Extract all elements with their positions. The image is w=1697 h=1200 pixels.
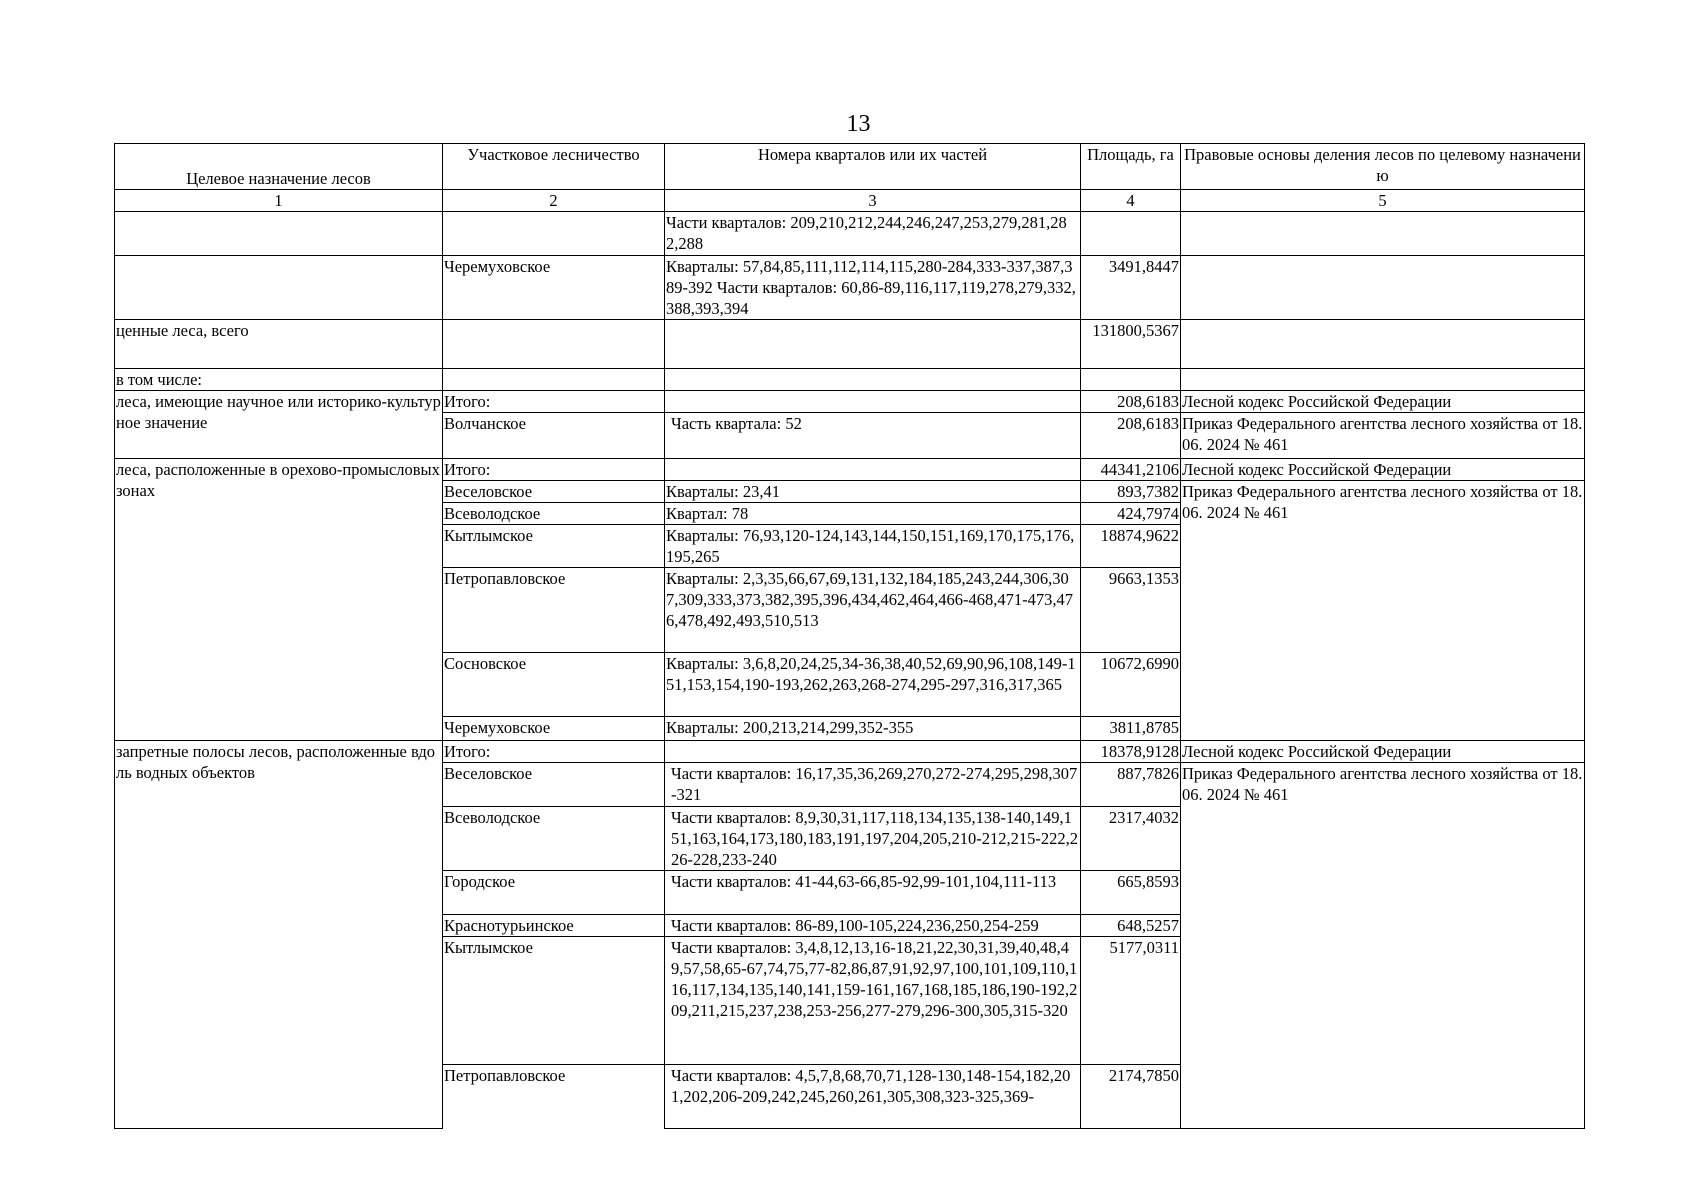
area-cell: 18874,9622 xyxy=(1081,525,1181,568)
area-cell: 131800,5367 xyxy=(1081,320,1181,369)
forestry-cell: Итого: xyxy=(443,741,665,763)
table-row xyxy=(115,320,1585,369)
column-number: 3 xyxy=(665,190,1081,212)
purpose-cell xyxy=(115,256,443,320)
forestry-cell: Кытлымское xyxy=(443,937,665,1065)
area-cell: 10672,6990 xyxy=(1081,653,1181,717)
quarters-cell xyxy=(665,741,1081,763)
table-row xyxy=(115,459,1585,481)
forest-purpose-table xyxy=(114,143,1585,1129)
quarters-cell: Части кварталов: 209,210,212,244,246,247,253,279,281,282,288 xyxy=(665,212,1081,256)
header-forestry: Участковое лесничество xyxy=(443,144,665,190)
table-row xyxy=(115,256,1585,320)
column-number: 2 xyxy=(443,190,665,212)
legal-cell: Приказ Федерального агентства лесного хозяйства от 18.06. 2024 № 461 xyxy=(1181,413,1585,459)
column-number-row xyxy=(115,190,1585,212)
table-row xyxy=(115,391,1585,413)
quarters-cell xyxy=(665,369,1081,391)
forestry-cell xyxy=(443,212,665,256)
quarters-cell xyxy=(665,391,1081,413)
area-cell: 2317,4032 xyxy=(1081,807,1181,871)
quarters-cell: Кварталы: 200,213,214,299,352-355 xyxy=(665,717,1081,741)
forestry-cell: Черемуховское xyxy=(443,256,665,320)
quarters-cell: Кварталы: 2,3,35,66,67,69,131,132,184,185,243,244,306,307,309,333,373,382,395,396,434,462,464,466-468,471-473,476,478,492,493,510,513 xyxy=(665,568,1081,653)
quarters-cell xyxy=(665,459,1081,481)
forestry-cell xyxy=(443,369,665,391)
area-cell: 44341,2106 xyxy=(1081,459,1181,481)
quarters-cell: Кварталы: 23,41 xyxy=(665,481,1081,503)
area-cell: 424,7974 xyxy=(1081,503,1181,525)
legal-cell: Приказ Федерального агентства лесного хозяйства от 18.06. 2024 № 461 xyxy=(1181,481,1585,741)
area-cell: 208,6183 xyxy=(1081,391,1181,413)
forestry-cell: Городское xyxy=(443,871,665,915)
legal-cell: Лесной кодекс Российской Федерации xyxy=(1181,741,1585,763)
purpose-cell: леса, имеющие научное или историко-культурное значение xyxy=(115,391,443,459)
header-quarters: Номера кварталов или их частей xyxy=(665,144,1081,190)
quarters-cell: Части кварталов: 4,5,7,8,68,70,71,128-130,148-154,182,201,202,206-209,242,245,260,261,305,308,323-325,369- xyxy=(665,1065,1081,1129)
legal-cell: Лесной кодекс Российской Федерации xyxy=(1181,459,1585,481)
area-cell: 5177,0311 xyxy=(1081,937,1181,1065)
legal-cell: Лесной кодекс Российской Федерации xyxy=(1181,391,1585,413)
area-cell: 208,6183 xyxy=(1081,413,1181,459)
forestry-cell: Петропавловское xyxy=(443,1065,665,1129)
forestry-cell: Итого: xyxy=(443,391,665,413)
forestry-cell: Всеволодское xyxy=(443,807,665,871)
column-number: 1 xyxy=(115,190,443,212)
area-cell: 665,8593 xyxy=(1081,871,1181,915)
area-cell: 18378,9128 xyxy=(1081,741,1181,763)
forestry-cell: Сосновское xyxy=(443,653,665,717)
column-number: 4 xyxy=(1081,190,1181,212)
quarters-cell xyxy=(665,320,1081,369)
purpose-cell: запретные полосы лесов, расположенные вдоль водных объектов xyxy=(115,741,443,1129)
forestry-cell: Волчанское xyxy=(443,413,665,459)
quarters-cell: Части кварталов: 16,17,35,36,269,270,272-274,295,298,307-321 xyxy=(665,763,1081,807)
column-number: 5 xyxy=(1181,190,1585,212)
quarters-cell: Части кварталов: 8,9,30,31,117,118,134,135,138-140,149,151,163,164,173,180,183,191,197,204,205,210-212,215-222,226-228,233-240 xyxy=(665,807,1081,871)
header-area: Площадь, га xyxy=(1081,144,1181,190)
header-legal: Правовые основы деления лесов по целевому назначению xyxy=(1181,144,1585,190)
quarters-cell: Кварталы: 3,6,8,20,24,25,34-36,38,40,52,69,90,96,108,149-151,153,154,190-193,262,263,268-274,295-297,316,317,365 xyxy=(665,653,1081,717)
legal-cell: Приказ Федерального агентства лесного хозяйства от 18.06. 2024 № 461 xyxy=(1181,763,1585,1129)
forestry-cell: Веселовское xyxy=(443,763,665,807)
purpose-cell: в том числе: xyxy=(115,369,443,391)
area-cell: 887,7826 xyxy=(1081,763,1181,807)
forestry-cell xyxy=(443,320,665,369)
forestry-cell: Кытлымское xyxy=(443,525,665,568)
legal-cell xyxy=(1181,256,1585,320)
forestry-cell: Веселовское xyxy=(443,481,665,503)
area-cell: 893,7382 xyxy=(1081,481,1181,503)
quarters-cell: Часть квартала: 52 xyxy=(665,413,1081,459)
quarters-cell: Кварталы: 76,93,120-124,143,144,150,151,169,170,175,176,195,265 xyxy=(665,525,1081,568)
header-purpose: Целевое назначение лесов xyxy=(115,144,443,190)
purpose-cell: ценные леса, всего xyxy=(115,320,443,369)
area-cell xyxy=(1081,212,1181,256)
legal-cell xyxy=(1181,212,1585,256)
table-row xyxy=(115,212,1585,256)
forestry-cell: Петропавловское xyxy=(443,568,665,653)
quarters-cell: Кварталы: 57,84,85,111,112,114,115,280-284,333-337,387,389-392 Части кварталов: 60,86-89,116,117,119,278,279,332,388,393,394 xyxy=(665,256,1081,320)
forestry-cell: Итого: xyxy=(443,459,665,481)
area-cell xyxy=(1081,369,1181,391)
area-cell: 648,5257 xyxy=(1081,915,1181,937)
quarters-cell: Квартал: 78 xyxy=(665,503,1081,525)
quarters-cell: Части кварталов: 86-89,100-105,224,236,250,254-259 xyxy=(665,915,1081,937)
quarters-cell: Части кварталов: 3,4,8,12,13,16-18,21,22,30,31,39,40,48,49,57,58,65-67,74,75,77-82,86,87,91,92,97,100,101,109,110,116,117,134,135,140,141,159-161,167,168,185,186,190-192,209,211,215,237,238,253-256,277-279,296-300,305,315-320 xyxy=(665,937,1081,1065)
purpose-cell xyxy=(115,212,443,256)
table-row xyxy=(115,741,1585,763)
area-cell: 3811,8785 xyxy=(1081,717,1181,741)
page-number: 13 xyxy=(846,111,871,137)
area-cell: 9663,1353 xyxy=(1081,568,1181,653)
header-row xyxy=(115,144,1585,190)
forestry-cell: Черемуховское xyxy=(443,717,665,741)
area-cell: 2174,7850 xyxy=(1081,1065,1181,1129)
table-row xyxy=(115,369,1585,391)
forestry-cell: Всеволодское xyxy=(443,503,665,525)
area-cell: 3491,8447 xyxy=(1081,256,1181,320)
forestry-cell: Краснотурьинское xyxy=(443,915,665,937)
quarters-cell: Части кварталов: 41-44,63-66,85-92,99-101,104,111-113 xyxy=(665,871,1081,915)
legal-cell xyxy=(1181,320,1585,369)
purpose-cell: леса, расположенные в орехово-промысловых зонах xyxy=(115,459,443,741)
legal-cell xyxy=(1181,369,1585,391)
